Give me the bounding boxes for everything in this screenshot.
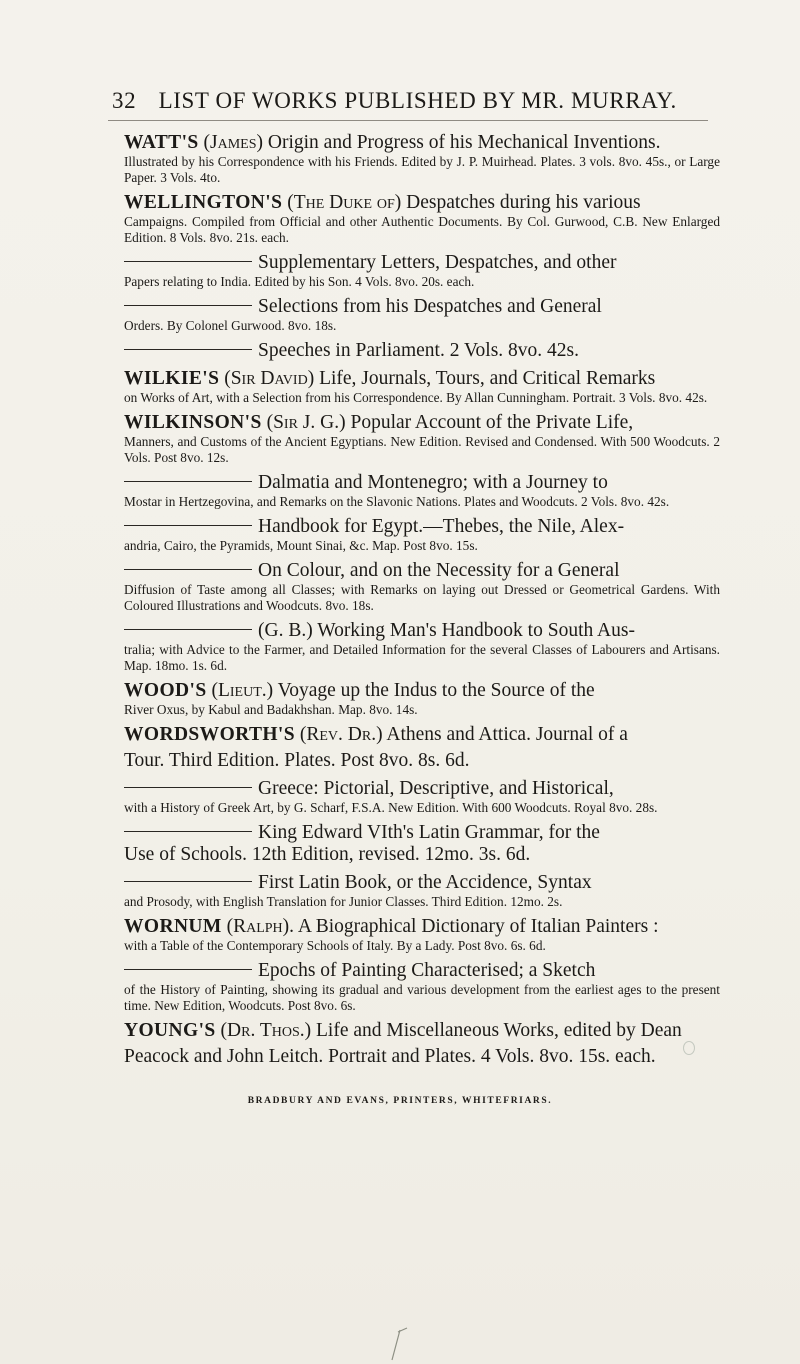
entry-heading [124, 412, 720, 434]
author-surname: WORNUM [124, 916, 222, 937]
catalogue-entry [124, 778, 720, 816]
catalogue-entry [124, 560, 720, 614]
entry-details: with a Table of the Contemporary Schools of Italy. By a Lady. Post 8vo. 6s. 6d. [124, 938, 546, 953]
author-forename: (Sir David) [224, 368, 315, 389]
author-forename: (James) [203, 132, 264, 153]
entry-heading [124, 252, 720, 274]
entry-heading [124, 472, 720, 494]
entry-title: Life, Journals, Tours, and Critical Remarks [314, 368, 656, 389]
entry-title: Handbook for Egypt.—Thebes, the Nile, Alex- [258, 516, 625, 537]
entry-title: Epochs of Painting Characterised; a Sketch [258, 960, 596, 981]
entry-details: Illustrated by his Correspondence with his Friends. Edited by J. P. Muirhead. Plates. 3 vols. 8vo. 45s., or Large Paper. 3 Vols. 4to. [124, 154, 720, 185]
catalogue-entry [124, 412, 720, 466]
entry-heading [124, 192, 720, 214]
entry-heading [124, 1020, 720, 1042]
catalogue-entry [124, 960, 720, 1014]
entry-details: of the History of Painting, showing its gradual and various development from the earliest ages to the present time. New Edition, Woodcuts. Post 8vo. 6s. [124, 982, 720, 1013]
entry-heading [124, 724, 720, 746]
entry-title: Popular Account of the Private Life, [345, 412, 634, 433]
catalogue-entry [124, 132, 720, 186]
entry-title: First Latin Book, or the Accidence, Syntax [258, 872, 592, 893]
entry-title: Origin and Progress of his Mechanical Inventions. [263, 132, 661, 153]
ink-mark [683, 1041, 695, 1055]
entry-title: Athens and Attica. Journal of a [382, 724, 628, 745]
entry-title: Supplementary Letters, Despatches, and other [258, 252, 617, 273]
catalogue-entry [124, 472, 720, 510]
entry-title: King Edward VIth's Latin Grammar, for the [258, 822, 600, 843]
running-title: LIST OF WORKS PUBLISHED BY MR. MURRAY. [158, 88, 677, 113]
entry-title: Greece: Pictorial, Descriptive, and Historical, [258, 778, 614, 799]
author-forename: (Rev. Dr.) [299, 724, 383, 745]
entry-heading [124, 872, 720, 894]
catalogue-entry [124, 872, 720, 910]
running-header [112, 88, 712, 114]
catalogue-entry [124, 1020, 720, 1068]
ditto-rule [124, 261, 252, 262]
ditto-rule [124, 349, 252, 350]
entry-details: Manners, and Customs of the Ancient Egyptians. New Edition. Revised and Condensed. With 500 Woodcuts. 2 Vols. Post 8vo. 12s. [124, 434, 720, 465]
entry-title: Life and Miscellaneous Works, edited by Dean [311, 1020, 682, 1041]
ditto-rule [124, 629, 252, 630]
catalogue-entries [124, 128, 720, 1074]
entry-title: Voyage up the Indus to the Source of the [273, 680, 595, 701]
entry-title: Speeches in Parliament. 2 Vols. 8vo. 42s. [258, 340, 580, 361]
entry-details: with a History of Greek Art, by G. Scharf, F.S.A. New Edition. With 600 Woodcuts. Royal 8vo. 28s. [124, 800, 658, 815]
entry-details: and Prosody, with English Translation for Junior Classes. Third Edition. 12mo. 2s. [124, 894, 563, 909]
entry-heading [124, 680, 720, 702]
entry-title: A Biographical Dictionary of Italian Painters : [294, 916, 659, 937]
catalogue-entry [124, 368, 720, 406]
catalogue-entry [124, 916, 720, 954]
ditto-rule [124, 305, 252, 306]
entry-heading [124, 916, 720, 938]
entry-details: Diffusion of Taste among all Classes; with Remarks on laying out Dressed or Geometrical Gardens. With Coloured Illustrations and Woodcuts. 8vo. 18s. [124, 582, 720, 613]
entry-heading [124, 340, 720, 362]
author-forename: (Lieut.) [211, 680, 274, 701]
entry-title: (G. B.) Working Man's Handbook to South Aus- [258, 620, 635, 641]
author-surname: WILKINSON'S [124, 412, 262, 433]
catalogue-entry [124, 340, 720, 362]
ditto-rule [124, 787, 252, 788]
page-number: 32 [112, 88, 137, 113]
entry-details: Campaigns. Compiled from Official and other Authentic Documents. By Col. Gurwood, C.B. New Enlarged Edition. 8 Vols. 8vo. 21s. each. [124, 214, 720, 245]
entry-details: Mostar in Hertzegovina, and Remarks on the Slavonic Nations. Plates and Woodcuts. 2 Vols. 8vo. 42s. [124, 494, 670, 509]
entry-heading [124, 516, 720, 538]
author-surname: WORDSWORTH'S [124, 724, 295, 745]
ditto-rule [124, 831, 252, 832]
entry-heading [124, 960, 720, 982]
entry-details: on Works of Art, with a Selection from his Correspondence. By Allan Cunningham. Portrait. 3 Vols. 8vo. 42s. [124, 390, 708, 405]
author-surname: WELLINGTON'S [124, 192, 283, 213]
author-surname: WATT'S [124, 132, 199, 153]
ditto-rule [124, 525, 252, 526]
entry-details: Orders. By Colonel Gurwood. 8vo. 18s. [124, 318, 337, 333]
entry-details-large: Tour. Third Edition. Plates. Post 8vo. 8s. 6d. [124, 750, 470, 771]
catalogue-entry [124, 252, 720, 290]
entry-details: Papers relating to India. Edited by his Son. 4 Vols. 8vo. 20s. each. [124, 274, 475, 289]
author-surname: YOUNG'S [124, 1020, 216, 1041]
header-rule [108, 120, 708, 121]
entry-details: andria, Cairo, the Pyramids, Mount Sinai, &c. Map. Post 8vo. 15s. [124, 538, 478, 553]
ditto-rule [124, 881, 252, 882]
catalogue-entry [124, 296, 720, 334]
entry-heading [124, 778, 720, 800]
catalogue-entry [124, 192, 720, 246]
entry-heading [124, 368, 720, 390]
entry-details: River Oxus, by Kabul and Badakhshan. Map. 8vo. 14s. [124, 702, 418, 717]
catalogue-entry [124, 516, 720, 554]
catalogue-entry [124, 724, 720, 772]
entry-heading [124, 620, 720, 642]
author-forename: (Sir J. G.) [266, 412, 346, 433]
pencil-mark [388, 1324, 410, 1362]
entry-heading [124, 296, 720, 318]
author-surname: WILKIE'S [124, 368, 220, 389]
entry-title: Dalmatia and Montenegro; with a Journey to [258, 472, 608, 493]
printer-imprint: BRADBURY AND EVANS, PRINTERS, WHITEFRIARS. [247, 1096, 553, 1106]
catalogue-entry [124, 822, 720, 866]
author-surname: WOOD'S [124, 680, 207, 701]
entry-heading [124, 560, 720, 582]
author-forename: (Ralph). [226, 916, 295, 937]
catalogue-entry [124, 620, 720, 674]
entry-heading [124, 822, 720, 844]
ditto-rule [124, 481, 252, 482]
entry-heading [124, 132, 720, 154]
catalogue-entry [124, 680, 720, 718]
entry-details: tralia; with Advice to the Farmer, and Detailed Information for the several Classes of Labourers and Artisans. Map. 18mo. 1s. 6d. [124, 642, 720, 673]
entry-title: Despatches during his various [401, 192, 641, 213]
entry-details-large: Use of Schools. 12th Edition, revised. 12mo. 3s. 6d. [124, 844, 531, 865]
author-forename: (Dr. Thos.) [220, 1020, 312, 1041]
entry-title: On Colour, and on the Necessity for a General [258, 560, 620, 581]
entry-details-large: Peacock and John Leitch. Portrait and Plates. 4 Vols. 8vo. 15s. each. [124, 1046, 656, 1067]
entry-title: Selections from his Despatches and General [258, 296, 602, 317]
ditto-rule [124, 569, 252, 570]
author-forename: (The Duke of) [287, 192, 402, 213]
ditto-rule [124, 969, 252, 970]
